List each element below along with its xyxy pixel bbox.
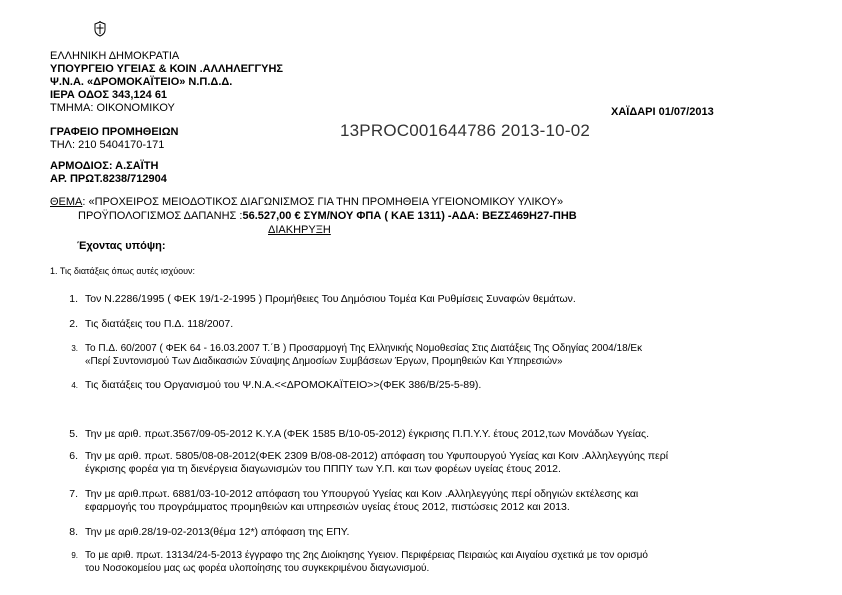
considering-heading: Έχοντας υπόψη: bbox=[77, 240, 166, 252]
header-line-ministry: ΥΠΟΥΡΓΕΙΟ ΥΓΕΙΑΣ & ΚΟΙΝ .ΑΛΛΗΛΕΓΓΥΗΣ bbox=[50, 63, 284, 75]
header-line-address: ΙΕΡΑ ΟΔΟΣ 343,124 61 bbox=[50, 89, 168, 101]
responsible-person: ΑΡΜΟΔΙΟΣ: Α.ΣΑΪΤΗ bbox=[50, 160, 159, 172]
list-item-number: 9. bbox=[71, 551, 78, 560]
subject-label: ΘΕΜΑ bbox=[50, 196, 83, 208]
list-item-text: Την με αριθ.28/19-02-2013(θέμα 12*) απόφαση της ΕΠΥ. bbox=[85, 526, 350, 538]
budget-line bbox=[78, 210, 577, 223]
header-block bbox=[50, 50, 283, 115]
subject-line bbox=[50, 196, 563, 209]
declaration-title: ΔΙΑΚΗΡΥΞΗ bbox=[268, 224, 331, 236]
list-item-number: 4. bbox=[71, 381, 78, 390]
subject-text: : «ΠΡΟΧΕΙΡΟΣ ΜΕΙΟΔΟΤΙΚΟΣ ΔΙΑΓΩΝΙΣΜΟΣ ΓΙΑ ΤΗΝ ΠΡΟΜΗΘΕΙΑ ΥΓΕΙΟΝΟΜΙΚΟΥ ΥΛΙΚΟΥ» bbox=[82, 196, 564, 208]
list-item-text: Το Π.Δ. 60/2007 ( ΦΕΚ 64 - 16.03.2007 Τ.΄Β ) Προσαρμογή Της Ελληνικής Νομοθεσίας Στις Διατάξεις Της Οδηγίας 2004/18/Εκ bbox=[85, 343, 643, 354]
list-item-text: Την με αριθ.πρωτ. 6881/03-10-2012 απόφαση του Υπουργού Υγείας και Κοιν .Αλληλεγγύης περί οδηγιών εκτέλεσης και bbox=[85, 488, 639, 500]
list-item-text: Τον Ν.2286/1995 ( ΦΕΚ 19/1-2-1995 ) Προμήθειες Του Δημόσιου Τομέα Και Ρυθμίσεις Συναφών θεμάτων. bbox=[85, 293, 576, 305]
header-line-country: ΕΛΛΗΝΙΚΗ ΔΗΜΟΚΡΑΤΙΑ bbox=[50, 50, 180, 62]
place-date: ΧΑΪΔΑΡΙ 01/07/2013 bbox=[611, 106, 714, 118]
list-item-number: 6. bbox=[69, 450, 78, 462]
list-item-text-cont: του Νοσοκομείου μας ως φορέα υλοποίησης του συγκεκριμένου διαγωνισμού. bbox=[85, 563, 430, 574]
intro-text: 1. Τις διατάξεις όπως αυτές ισχύουν: bbox=[50, 266, 196, 276]
office-name: ΓΡΑΦΕΙΟ ΠΡΟΜΗΘΕΙΩΝ bbox=[50, 126, 179, 138]
list-item-text-cont: «Περί Συντονισμού Των Διαδικασιών Σύναψης Δημοσίων Συμβάσεων Έργων, Προμηθειών Και Υπηρεσιών» bbox=[85, 356, 563, 367]
protocol-number: ΑΡ. ΠΡΩΤ.8238/712904 bbox=[50, 173, 167, 185]
list-item-text: Τις διατάξεις του Οργανισμού του Ψ.Ν.Α.<<ΔΡΟΜΟΚΑΪΤΕΙΟ>>(ΦΕΚ 386/Β/25-5-89). bbox=[85, 379, 482, 391]
list-item-number: 3. bbox=[71, 344, 78, 353]
list-item-text: Το με αριθ. πρωτ. 13134/24-5-2013 έγγραφο της 2ης Διοίκησης Υγειον. Περιφέρειας Πειραιώς και Αιγαίου σχετικά με τον ορισμό bbox=[85, 550, 648, 561]
list-item-number: 7. bbox=[69, 488, 78, 500]
office-phone: ΤΗΛ: 210 5404170-171 bbox=[50, 139, 165, 151]
list-item-text-cont: έγκρισης φορέα για τη διενέργεια διαγωνισμών του ΠΠΠΥ των Υ.Π. και των φορέων υγείας έτους 2012. bbox=[85, 463, 561, 475]
header-line-department: ΤΜΗΜΑ: ΟΙΚΟΝΟΜΙΚΟΥ bbox=[50, 102, 175, 114]
list-item-number: 8. bbox=[69, 526, 78, 538]
list-item-text: Την με αριθ. πρωτ.3567/09-05-2012 Κ.Υ.Α (ΦΕΚ 1585 Β/10-05-2012) έγκρισης Π.Π.Υ.Υ. έτους 2012,των Μονάδων Υγείας. bbox=[85, 428, 650, 440]
list-item-number: 5. bbox=[69, 428, 78, 440]
list-item-number: 1. bbox=[69, 293, 78, 305]
header-line-hospital: Ψ.Ν.Α. «ΔΡΟΜΟΚΑΪΤΕΙΟ» Ν.Π.Δ.Δ. bbox=[50, 76, 233, 88]
list-item-text: Την με αριθ. πρωτ. 5805/08-08-2012(ΦΕΚ 2309 Β/08-08-2012) απόφαση του Υφυπουργού Υγείας και Κοιν .Αλληλεγγύης περί bbox=[85, 450, 669, 462]
budget-value: 56.527,00 € ΣΥΜ/ΝΟΥ ΦΠΑ ( ΚΑΕ 1311) -ΑΔΑ: ΒΕΖΣ469Η27-ΠΗΒ bbox=[242, 210, 577, 222]
list-item-text: Τις διατάξεις του Π.Δ. 118/2007. bbox=[85, 318, 234, 330]
ada-stamp: 13PROC001644786 2013-10-02 bbox=[340, 121, 590, 140]
greek-crest-icon bbox=[93, 21, 107, 37]
list-item-number: 2. bbox=[69, 318, 78, 330]
list-item-text-cont: εφαρμογής του προγράμματος προμηθειών και υπηρεσιών υγείας έτους 2012, πιστώσεις 2012 και 2013. bbox=[85, 501, 570, 513]
budget-prefix: ΠΡΟΫΠΟΛΟΓΙΣΜΟΣ ΔΑΠΑΝΗΣ : bbox=[78, 210, 243, 222]
